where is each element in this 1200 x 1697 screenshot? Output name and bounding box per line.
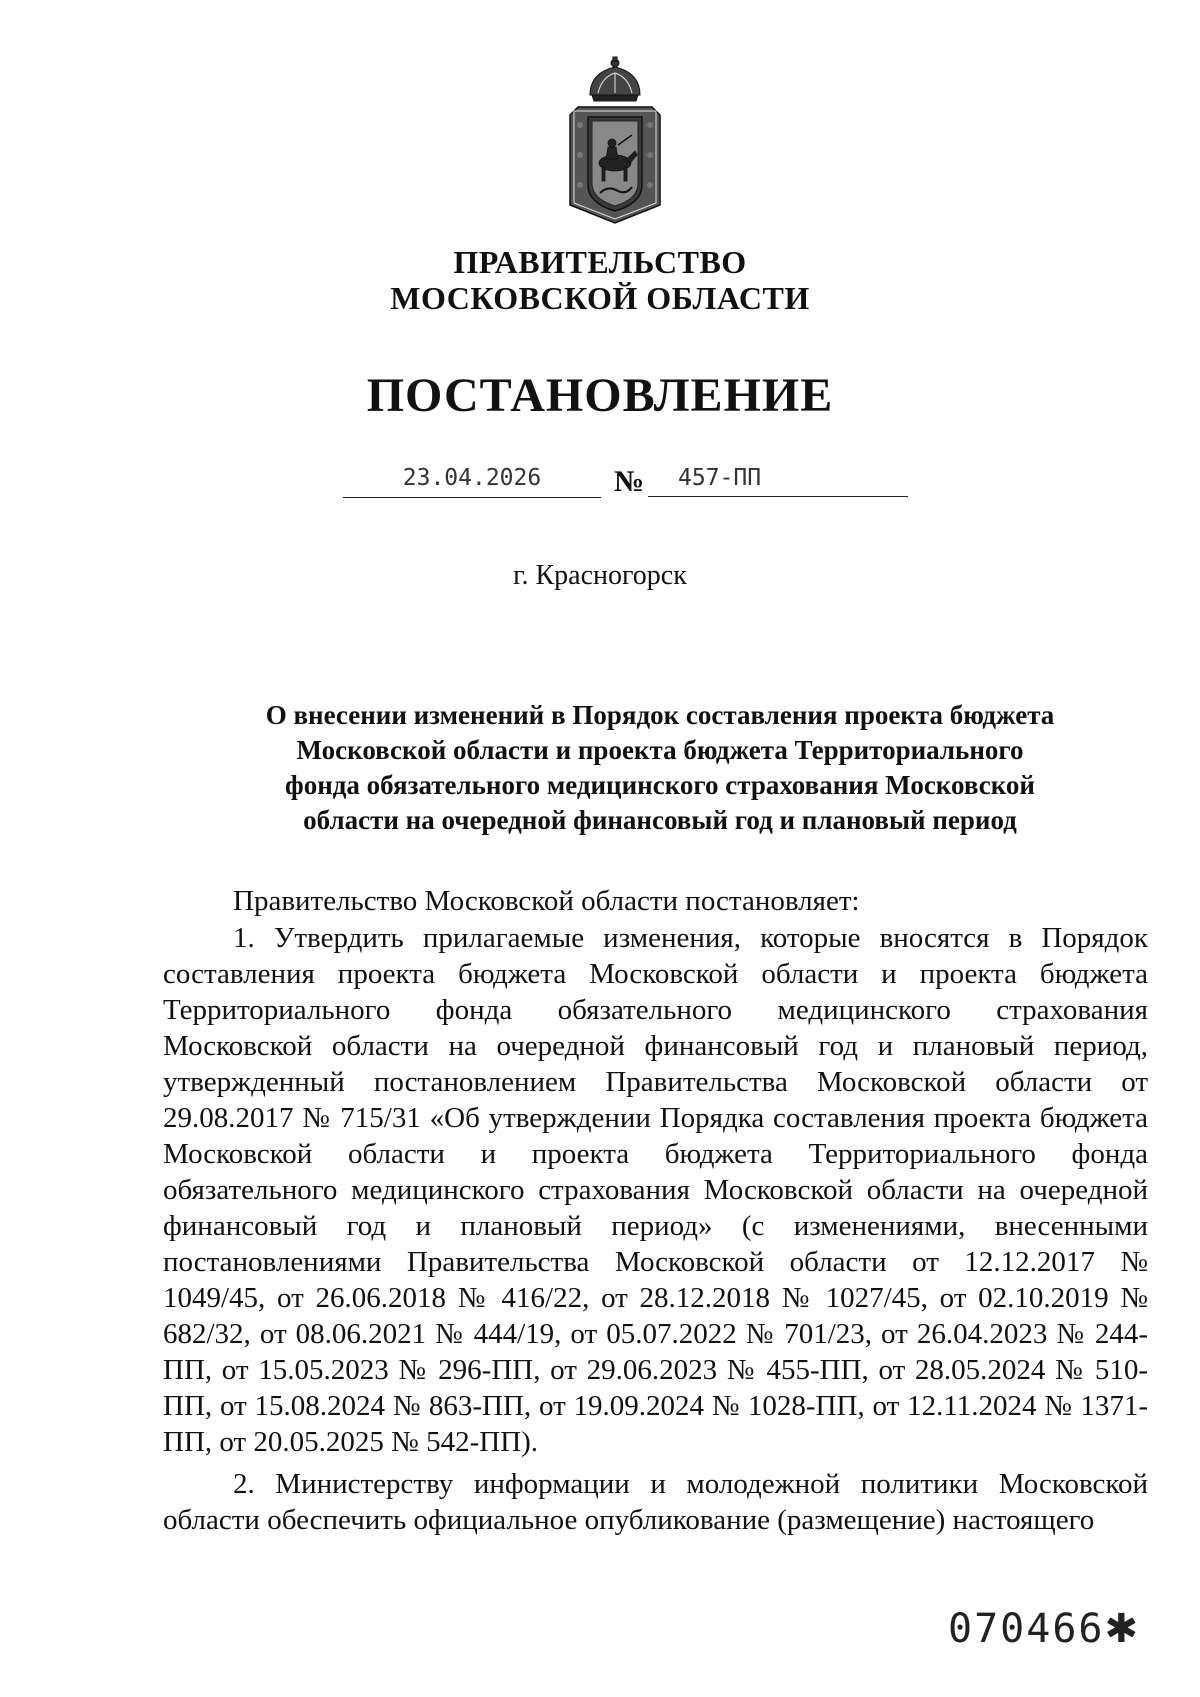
body-paragraph-1: 1. Утвердить прилагаемые изменения, которые вносятся в Порядок составления проекта бюджета Московской области и проекта бюджета Территориального фонда обязательного медицинского страхования Московской области на очередной финансовый год и плановый период, утвержденный постановлением Правительства Московской области от 29.08.2017 № 715/31 «Об утверждении Порядка составления проекта бюджета Московской области и проекта бюджета Территориального фонда обязательного медицинского страхования Московской области на очередной финансовый год и плановый период» (с изменениями, внесенными постановлениями Правительства Московской области от 12.12.2017 № 1049/45, от 26.06.2018 № 416/22, от 28.12.2018 № 1027/45, от 02.10.2019 № 682/32, от 08.06.2021 № 444/19, от 05.07.2022 № 701/23, от 26.04.2023 № 244-ПП, от 15.05.2023 № 296-ПП, от 29.06.2023 № 455-ПП, от 28.05.2024 № 510-ПП, от 15.08.2024 № 863-ПП, от 19.09.2024 № 1028-ПП, от 12.11.2024 № 1371-ПП, от 20.05.2025 № 542-ПП). (163, 922, 1148, 1458)
org-name-line1: ПРАВИТЕЛЬСТВО (453, 244, 747, 280)
registration-line (0, 463, 1200, 503)
document-type-title: ПОСТАНОВЛЕНИЕ (366, 369, 834, 422)
registration-date: 23.04.2026 (343, 463, 601, 498)
body-paragraph-2: 2. Министерству информации и молодежной политики Московской области обеспечить официальное опубликование (размещение) настоящего (163, 1468, 1148, 1536)
title-line: Московской области и проекта бюджета Территориального (296, 735, 1024, 765)
serial-number (948, 1606, 1140, 1652)
number-sign: № (614, 465, 645, 498)
title-line: О внесении изменений в Порядок составления проекта бюджета (265, 700, 1055, 730)
city-name: г. Красногорск (513, 560, 687, 591)
coat-of-arms-emblem (560, 55, 670, 227)
document-body (163, 883, 1148, 1538)
document-subject-title (220, 698, 1100, 838)
registration-number: 457-ПП (648, 463, 908, 497)
title-line: фонда обязательного медицинского страхования Московской (285, 770, 1035, 800)
asterisk-icon: ✱ (1104, 1606, 1140, 1652)
serial-digits: 070466 (947, 1606, 1105, 1652)
body-lead: Правительство Московской области постановляет: (233, 885, 860, 917)
title-line: области на очередной финансовый год и плановый период (303, 805, 1017, 835)
org-name-line2: МОСКОВСКОЙ ОБЛАСТИ (390, 280, 810, 316)
